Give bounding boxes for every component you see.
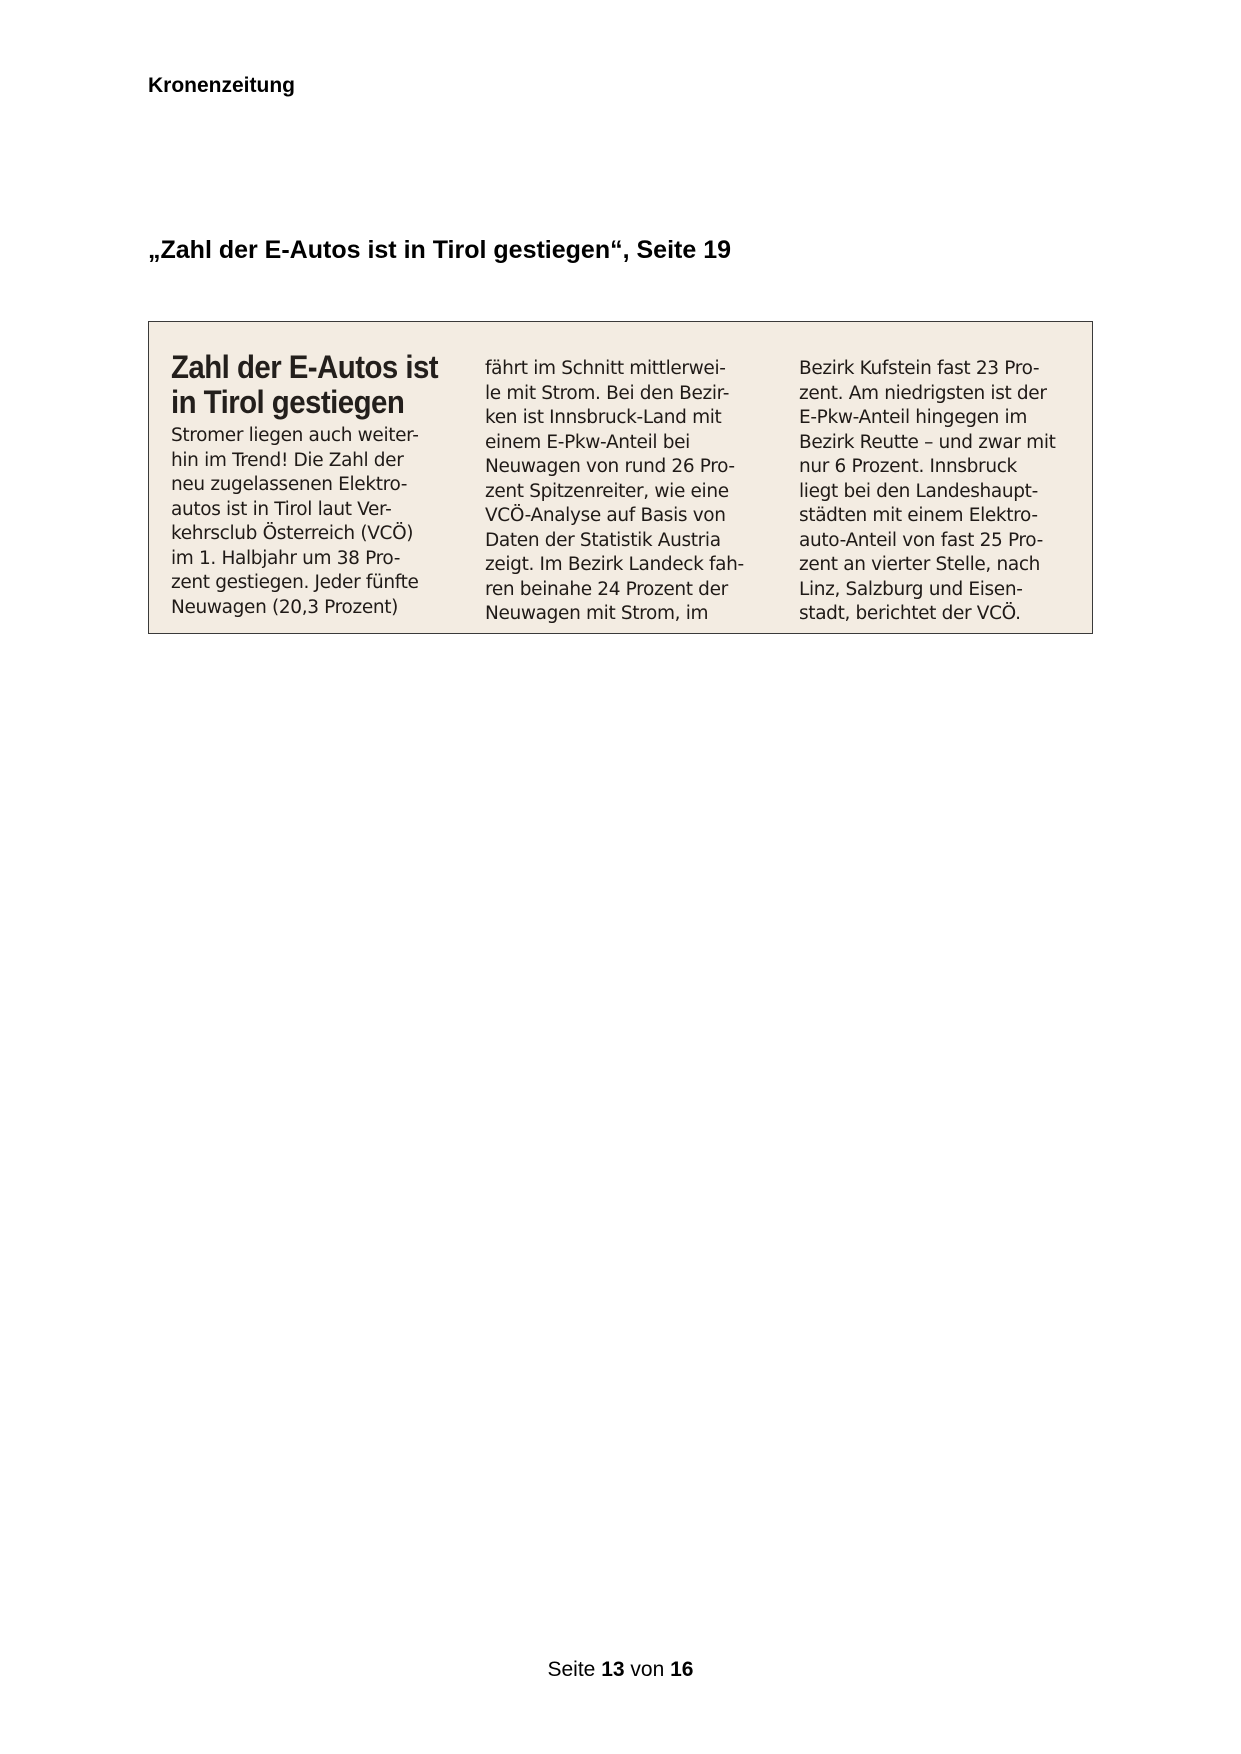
publication-name: Kronenzeitung bbox=[148, 74, 295, 97]
article-text-line: einem E-Pkw-Anteil bei bbox=[485, 431, 690, 453]
article-text-line: liegt bei den Landeshaupt- bbox=[799, 480, 1038, 502]
article-text-line: autos ist in Tirol laut Ver- bbox=[171, 498, 392, 520]
article-column-2 bbox=[485, 357, 775, 627]
total-page-count: 16 bbox=[670, 1658, 694, 1681]
article-column-1 bbox=[171, 350, 459, 620]
headline-line: Zahl der E-Autos ist bbox=[171, 349, 439, 385]
article-text-line: stadt, berichtet der VCÖ. bbox=[799, 603, 1021, 624]
article-text-line: hin im Trend! Die Zahl der bbox=[171, 449, 404, 471]
article-text-line: Daten der Statistik Austria bbox=[485, 529, 721, 551]
page-footer bbox=[0, 1658, 1241, 1682]
article-clipping bbox=[148, 321, 1093, 634]
article-text-line: zent an vierter Stelle, nach bbox=[799, 554, 1041, 575]
article-text-line: zeigt. Im Bezirk Landeck fah- bbox=[485, 554, 744, 575]
article-text-line: Neuwagen (20,3 Prozent) bbox=[171, 596, 399, 618]
article-text-line: VCÖ-Analyse auf Basis von bbox=[485, 505, 726, 526]
headline-line: in Tirol gestiegen bbox=[171, 384, 405, 420]
article-text-line: kehrsclub Österreich (VCÖ) bbox=[171, 523, 414, 544]
article-text-line: le mit Strom. Bei den Bezir- bbox=[485, 382, 730, 404]
article-column-3 bbox=[799, 357, 1089, 627]
footer-page-separator: von bbox=[630, 1658, 665, 1681]
article-text-line: Neuwagen mit Strom, im bbox=[485, 603, 709, 624]
article-text-line: fährt im Schnitt mittlerwei- bbox=[485, 358, 726, 379]
article-text-line: Bezirk Reutte – und zwar mit bbox=[799, 431, 1056, 453]
article-text-line: neu zugelassenen Elektro- bbox=[171, 474, 408, 495]
article-text-line: im 1. Halbjahr um 38 Pro- bbox=[171, 547, 401, 569]
clipping-heading: „Zahl der E-Autos ist in Tirol gestiegen“, Seite 19 bbox=[148, 236, 731, 264]
article-text-line: ren beinahe 24 Prozent der bbox=[485, 578, 728, 600]
article-text-line: nur 6 Prozent. Innsbruck bbox=[799, 456, 1017, 477]
article-text-line: E-Pkw-Anteil hingegen im bbox=[799, 407, 1028, 428]
article-text-line: ken ist Innsbruck-Land mit bbox=[485, 407, 722, 428]
article-text-line: zent Spitzenreiter, wie eine bbox=[485, 480, 729, 502]
article-text-line: Bezirk Kufstein fast 23 Pro- bbox=[799, 358, 1040, 379]
footer-page-prefix: Seite bbox=[547, 1658, 596, 1681]
article-text-line: städten mit einem Elektro- bbox=[799, 505, 1038, 526]
article-text-line: zent. Am niedrigsten ist der bbox=[799, 382, 1047, 404]
article-headline bbox=[171, 349, 439, 420]
article-text-line: Stromer liegen auch weiter- bbox=[171, 425, 419, 446]
article-text-line: Linz, Salzburg und Eisen- bbox=[799, 578, 1023, 600]
current-page-number: 13 bbox=[601, 1658, 625, 1681]
article-text-line: auto-Anteil von fast 25 Pro- bbox=[799, 529, 1043, 551]
article-text-line: zent gestiegen. Jeder fünfte bbox=[171, 572, 419, 593]
article-text-line: Neuwagen von rund 26 Pro- bbox=[485, 456, 735, 477]
